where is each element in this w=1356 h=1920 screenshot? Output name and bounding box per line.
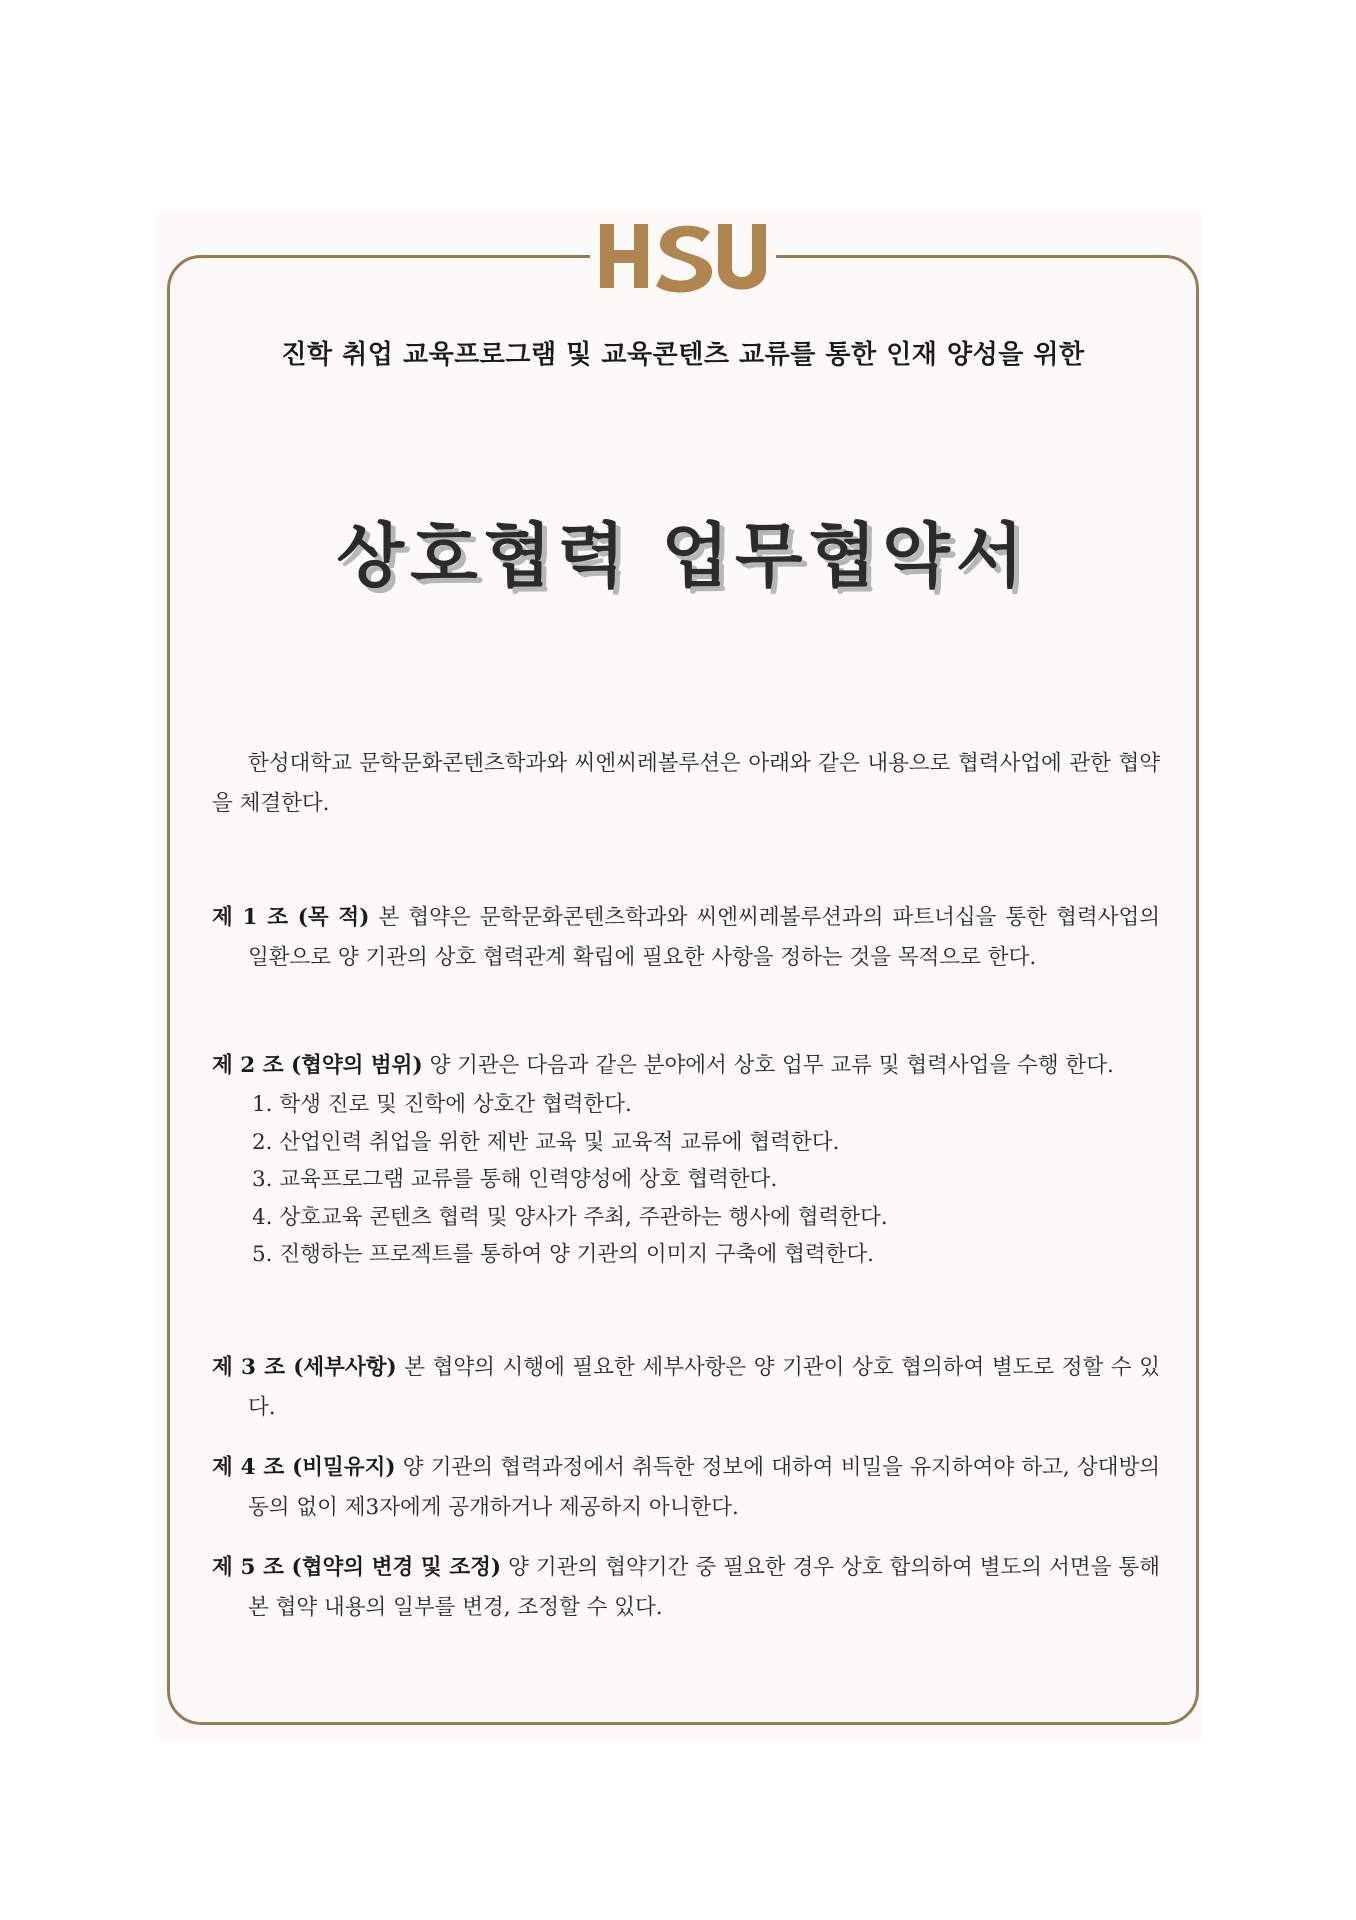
article-text: 본 협약의 시행에 필요한 세부사항은 양 기관이 상호 협의하여 별도로 정할 수 있다. (248, 1355, 1161, 1420)
article-text: 본 협약은 문학문화콘텐츠학과와 씨엔씨레볼루션과의 파트너십을 통한 협력사업의 일환으로 양 기관의 상호 협력관계 확립에 필요한 사항을 정하는 것을 목적으로 한다. (248, 905, 1160, 970)
article-text: 양 기관의 협약기간 중 필요한 경우 상호 합의하여 별도의 서면을 통해 본 협약 내용의 일부를 변경, 조정할 수 있다. (248, 1555, 1160, 1620)
article-1 (212, 898, 1160, 978)
article-heading: 제 1 조 (목 적) (212, 905, 370, 930)
article-text: 양 기관의 협력과정에서 취득한 정보에 대하여 비밀을 유지하여야 하고, 상대방의 동의 없이 제3자에게 공개하거나 제공하지 아니한다. (248, 1455, 1160, 1520)
list-item: 3. 교육프로그램 교류를 통해 인력양성에 상호 협력한다. (252, 1167, 778, 1192)
intro-paragraph: 한성대학교 문학문화콘텐츠학과와 씨엔씨레볼루션은 아래와 같은 내용으로 협력사업에 관한 협약을 체결한다. (212, 751, 1160, 816)
article-3 (212, 1348, 1160, 1428)
list-item: 1. 학생 진로 및 진학에 상호간 협력한다. (252, 1092, 632, 1117)
article-5 (212, 1548, 1160, 1628)
list-item: 4. 상호교육 콘텐츠 협력 및 양사가 주최, 주관하는 행사에 협력한다. (252, 1204, 888, 1230)
article-heading: 제 2 조 (협약의 범위) (212, 1053, 423, 1078)
article-2 (212, 1046, 1160, 1274)
list-item: 5. 진행하는 프로젝트를 통하여 양 기관의 이미지 구축에 협력한다. (252, 1242, 875, 1267)
hsu-logo (598, 218, 768, 296)
scope-list (212, 1086, 1160, 1274)
article-heading: 제 4 조 (비밀유지) (212, 1455, 396, 1480)
list-item: 2. 산업인력 취업을 위한 제반 교육 및 교육적 교류에 협력한다. (252, 1129, 840, 1155)
document-title: 상호협력 업무협약서 (336, 515, 1030, 597)
document-subtitle: 진학 취업 교육프로그램 및 교육콘텐츠 교류를 통한 인재 양성을 위한 (281, 340, 1085, 370)
article-heading: 제 3 조 (세부사항) (212, 1355, 397, 1380)
article-text: 양 기관은 다음과 같은 분야에서 상호 업무 교류 및 협력사업을 수행 한다. (429, 1053, 1114, 1078)
article-4 (212, 1448, 1160, 1528)
article-heading: 제 5 조 (협약의 변경 및 조정) (212, 1555, 502, 1580)
